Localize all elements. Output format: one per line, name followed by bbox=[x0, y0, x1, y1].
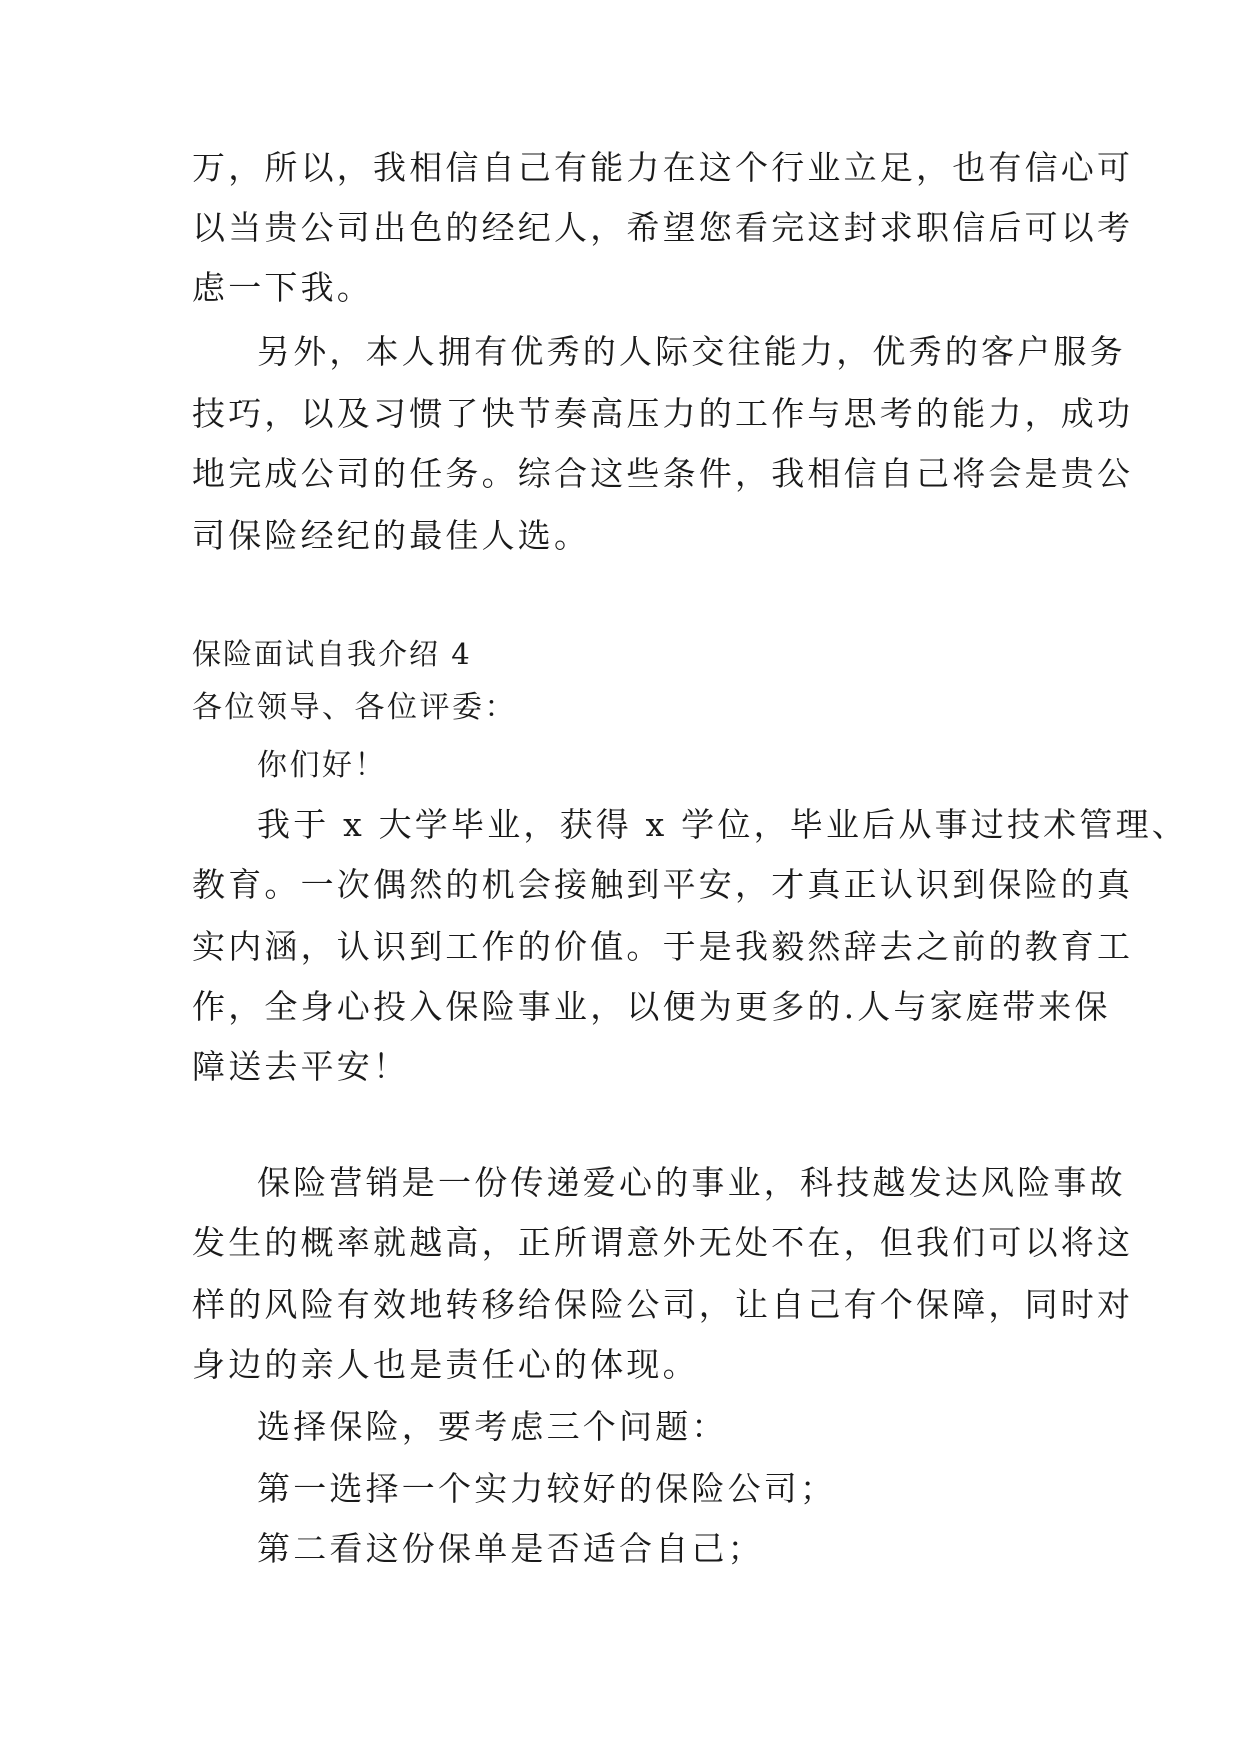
paragraph-line: 选择保险，要考虑三个问题： bbox=[257, 1407, 728, 1446]
paragraph-line: 保险营销是一份传递爱心的事业，科技越发达风险事故 bbox=[257, 1163, 1126, 1202]
paragraph-line: 技巧，以及习惯了快节奏高压力的工作与思考的能力，成功 bbox=[192, 394, 1134, 433]
paragraph-line: 以当贵公司出色的经纪人，希望您看完这封求职信后可以考 bbox=[192, 208, 1134, 247]
paragraph-line: 身边的亲人也是责任心的体现。 bbox=[192, 1345, 699, 1384]
paragraph-line: 第二看这份保单是否适合自己； bbox=[257, 1529, 764, 1568]
paragraph-line: 万，所以，我相信自己有能力在这个行业立足，也有信心可 bbox=[192, 148, 1134, 187]
section-title: 保险面试自我介绍 4 bbox=[192, 637, 472, 671]
paragraph-line: 我于 x 大学毕业，获得 x 学位，毕业后从事过技术管理、 bbox=[257, 805, 1188, 844]
salutation: 各位领导、各位评委： bbox=[192, 690, 517, 725]
paragraph-line: 障送去平安！ bbox=[192, 1047, 410, 1086]
paragraph-line: 样的风险有效地转移给保险公司，让自己有个保障，同时对 bbox=[192, 1285, 1134, 1324]
paragraph-line: 地完成公司的任务。综合这些条件，我相信自己将会是贵公 bbox=[192, 454, 1134, 493]
paragraph-line: 虑一下我。 bbox=[192, 268, 373, 307]
greeting: 你们好！ bbox=[257, 748, 387, 783]
paragraph-line: 第一选择一个实力较好的保险公司； bbox=[257, 1469, 837, 1508]
paragraph-line: 教育。一次偶然的机会接触到平安，才真正认识到保险的真 bbox=[192, 865, 1134, 904]
paragraph-line: 发生的概率就越高，正所谓意外无处不在，但我们可以将这 bbox=[192, 1223, 1134, 1262]
paragraph-line: 司保险经纪的最佳人选。 bbox=[192, 516, 591, 555]
paragraph-line: 实内涵，认识到工作的价值。于是我毅然辞去之前的教育工 bbox=[192, 927, 1134, 966]
paragraph-line: 作，全身心投入保险事业，以便为更多的.人与家庭带来保 bbox=[192, 987, 1111, 1026]
paragraph-line: 另外，本人拥有优秀的人际交往能力，优秀的客户服务 bbox=[257, 332, 1126, 371]
